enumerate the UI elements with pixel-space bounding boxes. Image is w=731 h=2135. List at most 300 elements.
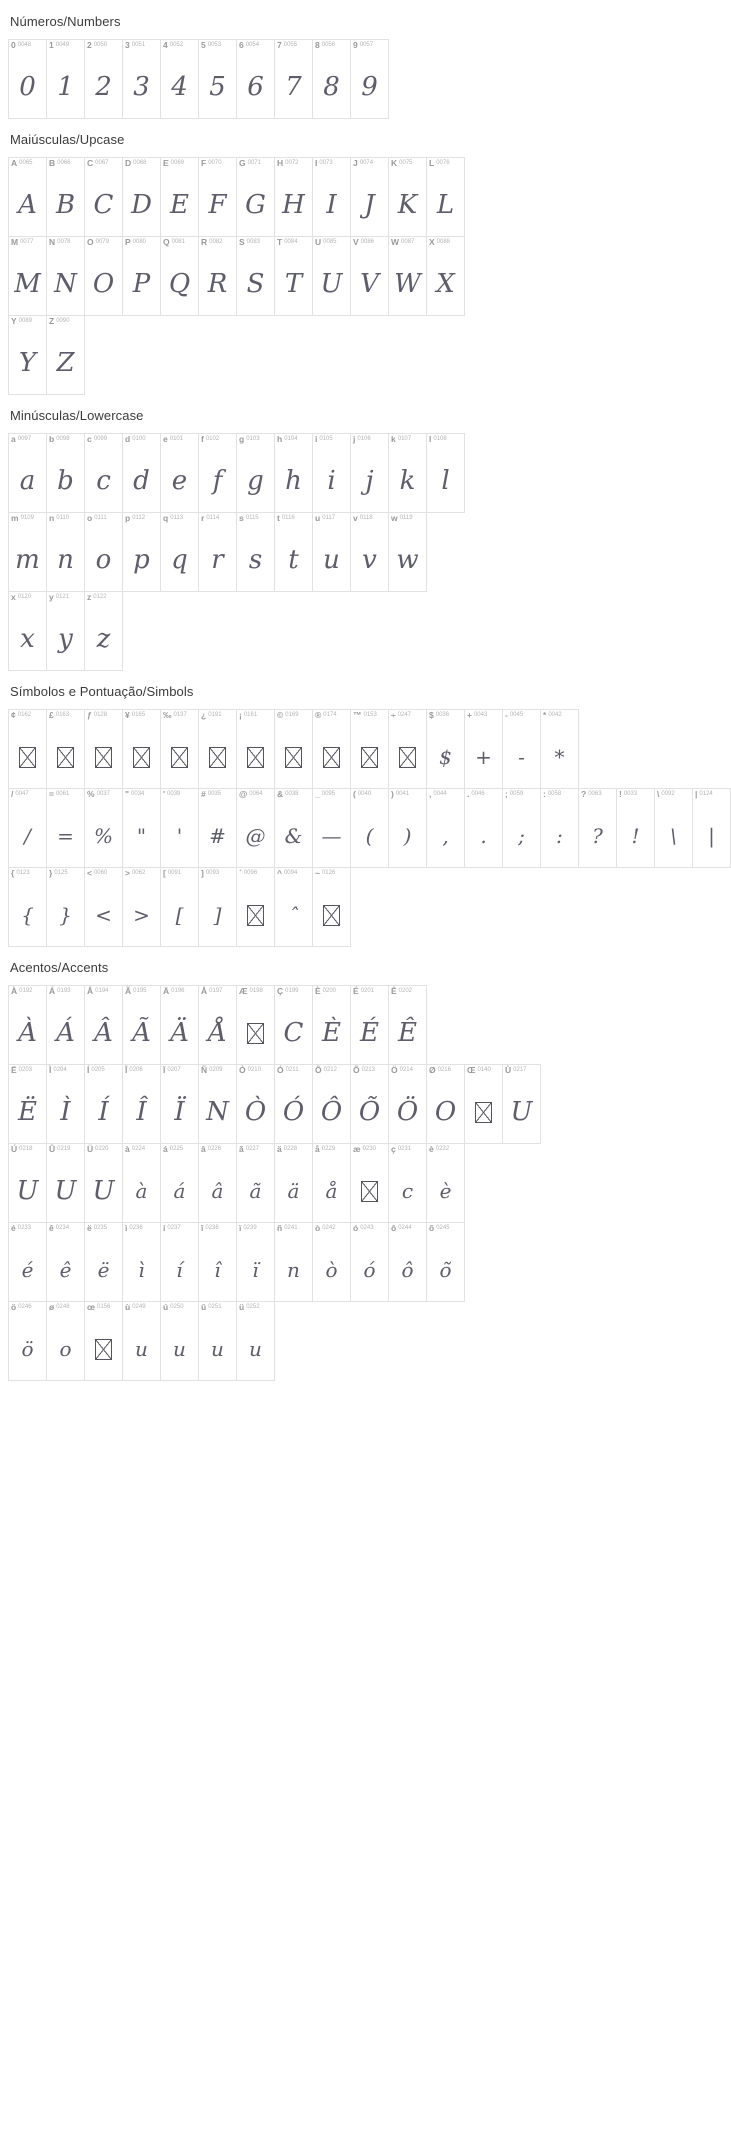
glyph-cell[interactable] <box>9 1065 47 1143</box>
glyph-preview: i <box>327 466 336 496</box>
glyph-cell-header <box>237 789 274 805</box>
glyph-char-label: ë <box>87 1223 92 1233</box>
glyph-cell[interactable] <box>503 710 541 788</box>
glyph-cell[interactable] <box>47 40 85 118</box>
glyph-cell[interactable] <box>199 1144 237 1222</box>
glyph-code-label: 0045 <box>509 712 524 718</box>
glyph-cell[interactable] <box>541 789 579 867</box>
glyph-char-label: r <box>201 513 205 523</box>
glyph-cell[interactable] <box>351 789 389 867</box>
glyph-cell[interactable] <box>389 789 427 867</box>
glyph-cell-header <box>85 1223 122 1239</box>
glyph-cell[interactable] <box>275 237 313 315</box>
glyph-cell[interactable] <box>313 1223 351 1301</box>
glyph-code-label: 0209 <box>209 1067 223 1073</box>
glyph-cell[interactable] <box>9 1144 47 1222</box>
glyph-cell[interactable] <box>47 158 85 236</box>
glyph-cell-header <box>47 710 84 726</box>
glyph-code-label: 0051 <box>131 42 146 48</box>
glyph-char-label: Ì <box>49 1065 52 1075</box>
glyph-cell[interactable] <box>9 986 47 1064</box>
glyph-preview: M <box>14 269 41 299</box>
glyph-code-label: 0248 <box>56 1304 70 1310</box>
glyph-cell[interactable] <box>351 1223 389 1301</box>
glyph-cell[interactable] <box>9 710 47 788</box>
glyph-code-label: 0104 <box>284 436 298 442</box>
glyph-cell-header <box>123 158 160 174</box>
glyph-cell[interactable] <box>617 789 655 867</box>
glyph-char-label: + <box>467 710 472 720</box>
glyph-code-label: 0204 <box>53 1067 67 1073</box>
glyph-preview: S <box>246 269 265 299</box>
glyph-code-label: 0043 <box>473 712 488 718</box>
glyph-cell-header <box>85 789 122 805</box>
glyph-cell[interactable] <box>9 316 47 394</box>
glyph-char-label: û <box>201 1302 207 1312</box>
glyph-cell[interactable] <box>85 710 123 788</box>
glyph-cell[interactable] <box>47 1223 85 1301</box>
glyph-preview: - <box>518 745 525 769</box>
glyph-char-label: Ç <box>277 986 284 996</box>
glyph-cell[interactable] <box>47 592 85 670</box>
glyph-cell[interactable] <box>313 434 351 512</box>
glyph-cell[interactable] <box>313 40 351 118</box>
glyph-code-label: 0140 <box>477 1067 491 1073</box>
glyph-code-label: 0055 <box>283 42 298 48</box>
glyph-cell[interactable] <box>199 40 237 118</box>
glyph-cell[interactable] <box>389 1065 427 1143</box>
glyph-preview: ó <box>363 1258 376 1282</box>
glyph-cell[interactable] <box>389 513 427 591</box>
glyph-code-label: 0198 <box>249 988 263 994</box>
glyph-cell[interactable] <box>199 868 237 946</box>
glyph-cell[interactable] <box>161 158 199 236</box>
glyph-cell[interactable] <box>693 789 731 867</box>
glyph-cell-header <box>85 1144 122 1160</box>
glyph-char-label: ] <box>201 868 204 878</box>
glyph-char-label: Î <box>125 1065 128 1075</box>
glyph-preview: T <box>284 269 303 299</box>
glyph-char-label: z <box>87 592 92 602</box>
glyph-cell[interactable] <box>85 513 123 591</box>
glyph-cell[interactable] <box>85 1144 123 1222</box>
glyph-cell-header <box>313 1065 350 1081</box>
glyph-cell[interactable] <box>161 40 199 118</box>
glyph-code-label: 0235 <box>93 1225 108 1231</box>
glyph-cell[interactable] <box>313 986 351 1064</box>
glyph-cell[interactable] <box>465 1065 503 1143</box>
glyph-cell[interactable] <box>161 237 199 315</box>
glyph-char-label: ¢ <box>11 710 16 720</box>
missing-glyph-icon <box>85 726 122 788</box>
glyph-preview: C <box>93 190 114 220</box>
glyph-char-label: 6 <box>239 40 244 50</box>
glyph-code-label: 0100 <box>132 436 146 442</box>
glyph-cell-header <box>275 868 312 884</box>
glyph-cell[interactable] <box>9 1223 47 1301</box>
glyph-cell[interactable] <box>199 710 237 788</box>
glyph-cell[interactable] <box>123 1223 161 1301</box>
glyph-cell[interactable] <box>389 158 427 236</box>
glyph-row <box>8 788 731 868</box>
glyph-cell[interactable] <box>237 40 275 118</box>
glyph-cell[interactable] <box>237 1144 275 1222</box>
glyph-cell[interactable] <box>123 40 161 118</box>
glyph-cell-header <box>85 710 122 726</box>
glyph-cell[interactable] <box>47 1302 85 1380</box>
glyph-cell[interactable] <box>351 1144 389 1222</box>
glyph-char-label: é <box>11 1223 16 1233</box>
glyph-preview: Ö <box>396 1097 419 1127</box>
glyph-code-label: 0069 <box>170 160 185 166</box>
glyph-char-label: s <box>239 513 244 523</box>
glyph-cell-header <box>161 1302 198 1318</box>
glyph-cell[interactable] <box>237 513 275 591</box>
glyph-char-label: O <box>87 237 94 247</box>
glyph-cell[interactable] <box>427 1223 465 1301</box>
glyph-cell-header <box>389 1065 426 1081</box>
glyph-code-label: 0200 <box>322 988 337 994</box>
glyph-cell[interactable] <box>351 1065 389 1143</box>
glyph-cell[interactable] <box>9 237 47 315</box>
glyph-cell[interactable] <box>655 789 693 867</box>
glyph-char-label: R <box>201 237 208 247</box>
glyph-preview: ô <box>401 1258 414 1282</box>
glyph-cell[interactable] <box>237 434 275 512</box>
glyph-cell[interactable] <box>313 158 351 236</box>
glyph-cell[interactable] <box>313 710 351 788</box>
glyph-code-label: 0072 <box>285 160 299 166</box>
glyph-char-label: æ <box>353 1144 361 1154</box>
glyph-char-label: Õ <box>353 1065 360 1075</box>
glyph-cell[interactable] <box>275 710 313 788</box>
notdef-box-icon <box>323 905 340 926</box>
glyph-cell[interactable] <box>389 986 427 1064</box>
glyph-preview: Ä <box>170 1018 189 1048</box>
glyph-cell[interactable] <box>123 1302 161 1380</box>
glyph-preview: — <box>321 824 342 848</box>
glyph-code-label: 0242 <box>322 1225 336 1231</box>
glyph-char-label: 8 <box>315 40 320 50</box>
glyph-cell[interactable] <box>389 1144 427 1222</box>
glyph-code-label: 0064 <box>249 791 263 797</box>
glyph-cell[interactable] <box>275 40 313 118</box>
glyph-char-label: c <box>87 434 92 444</box>
glyph-cell[interactable] <box>47 1144 85 1222</box>
glyph-row <box>8 433 465 513</box>
glyph-cell[interactable] <box>199 434 237 512</box>
glyph-code-label: 0192 <box>19 988 33 994</box>
glyph-cell[interactable] <box>237 237 275 315</box>
glyph-cell[interactable] <box>199 237 237 315</box>
notdef-box-icon <box>209 747 226 768</box>
glyph-preview: u <box>135 1337 148 1361</box>
glyph-cell[interactable] <box>85 868 123 946</box>
glyph-cell[interactable] <box>85 789 123 867</box>
glyph-cell[interactable] <box>237 158 275 236</box>
glyph-cell-header <box>237 40 274 56</box>
glyph-char-label: £ <box>49 710 54 720</box>
glyph-char-label: b <box>49 434 55 444</box>
glyph-cell[interactable] <box>47 710 85 788</box>
glyph-cell-header <box>275 1144 312 1160</box>
glyph-cell[interactable] <box>427 789 465 867</box>
glyph-cell[interactable] <box>465 710 503 788</box>
glyph-cell[interactable] <box>9 1302 47 1380</box>
glyph-preview: . <box>480 824 487 848</box>
glyph-cell[interactable] <box>351 237 389 315</box>
glyph-cell[interactable] <box>465 789 503 867</box>
glyph-cell[interactable] <box>161 513 199 591</box>
glyph-char-label: ä <box>277 1144 282 1154</box>
glyph-code-label: 0091 <box>167 870 182 876</box>
glyph-cell-header <box>503 789 540 805</box>
glyph-code-label: 0092 <box>661 791 675 797</box>
glyph-cell-header <box>199 237 236 253</box>
missing-glyph-icon <box>465 1081 502 1143</box>
glyph-cell[interactable] <box>9 434 47 512</box>
glyph-cell[interactable] <box>9 40 47 118</box>
glyph-cell[interactable] <box>389 1223 427 1301</box>
glyph-cell[interactable] <box>9 592 47 670</box>
glyph-cell[interactable] <box>47 868 85 946</box>
glyph-cell[interactable] <box>161 1223 199 1301</box>
glyph-preview: ï <box>252 1258 259 1282</box>
glyph-cell[interactable] <box>275 158 313 236</box>
glyph-cell[interactable] <box>275 789 313 867</box>
glyph-cell[interactable] <box>199 513 237 591</box>
glyph-char-label: D <box>125 158 132 168</box>
glyph-char-label: Y <box>11 316 17 326</box>
glyph-cell[interactable] <box>389 237 427 315</box>
glyph-code-label: 0109 <box>20 515 34 521</box>
glyph-cell-header <box>275 1223 312 1239</box>
glyph-char-label: ï <box>239 1223 242 1233</box>
glyph-section <box>8 14 653 119</box>
notdef-box-icon <box>285 747 302 768</box>
glyph-code-label: 0047 <box>15 791 29 797</box>
glyph-cell[interactable] <box>85 1302 123 1380</box>
glyph-cell-header <box>123 986 160 1002</box>
glyph-cell[interactable] <box>275 986 313 1064</box>
glyph-code-label: 0089 <box>18 318 33 324</box>
glyph-preview: Õ <box>358 1097 381 1127</box>
glyph-cell[interactable] <box>85 237 123 315</box>
glyph-cell[interactable] <box>161 868 199 946</box>
glyph-cell[interactable] <box>47 434 85 512</box>
glyph-char-label: [ <box>163 868 166 878</box>
glyph-cell[interactable] <box>9 513 47 591</box>
missing-glyph-icon <box>351 726 388 788</box>
glyph-cell[interactable] <box>351 710 389 788</box>
glyph-preview: Ê <box>398 1018 417 1048</box>
glyph-cell[interactable] <box>9 789 47 867</box>
glyph-preview: u <box>173 1337 186 1361</box>
glyph-code-label: 0040 <box>357 791 372 797</box>
glyph-cell[interactable] <box>579 789 617 867</box>
glyph-cell[interactable] <box>313 1065 351 1143</box>
glyph-cell[interactable] <box>541 710 579 788</box>
glyph-preview: o <box>95 545 112 575</box>
glyph-cell[interactable] <box>237 1302 275 1380</box>
glyph-cell[interactable] <box>85 1065 123 1143</box>
glyph-code-label: 0120 <box>17 594 32 600</box>
glyph-code-label: 0087 <box>401 239 415 245</box>
glyph-cell[interactable] <box>199 158 237 236</box>
glyph-cell[interactable] <box>47 316 85 394</box>
glyph-cell[interactable] <box>123 1144 161 1222</box>
glyph-cell[interactable] <box>161 986 199 1064</box>
glyph-cell-header <box>199 986 236 1002</box>
glyph-char-label: n <box>49 513 55 523</box>
glyph-cell-header <box>9 434 46 450</box>
glyph-cell[interactable] <box>237 1065 275 1143</box>
glyph-row <box>8 1143 465 1223</box>
glyph-char-label: Ë <box>11 1065 17 1075</box>
glyph-cell-header <box>85 237 122 253</box>
glyph-cell[interactable] <box>47 986 85 1064</box>
glyph-cell[interactable] <box>237 986 275 1064</box>
glyph-code-label: 0052 <box>169 42 184 48</box>
glyph-cell[interactable] <box>275 1223 313 1301</box>
glyph-cell[interactable] <box>427 1144 465 1222</box>
glyph-preview: U <box>16 1176 39 1206</box>
glyph-cell[interactable] <box>275 513 313 591</box>
glyph-char-label: à <box>125 1144 130 1154</box>
glyph-cell[interactable] <box>161 434 199 512</box>
glyph-cell[interactable] <box>351 434 389 512</box>
glyph-cell[interactable] <box>85 592 123 670</box>
glyph-cell[interactable] <box>85 986 123 1064</box>
glyph-cell[interactable] <box>351 40 389 118</box>
glyph-cell[interactable] <box>199 1302 237 1380</box>
glyph-cell[interactable] <box>237 1223 275 1301</box>
glyph-code-label: 0251 <box>208 1304 222 1310</box>
glyph-cell[interactable] <box>275 1065 313 1143</box>
glyph-preview: s <box>248 545 263 575</box>
glyph-cell[interactable] <box>123 710 161 788</box>
glyph-cell[interactable] <box>47 1065 85 1143</box>
glyph-code-label: 0036 <box>435 712 450 718</box>
glyph-cell[interactable] <box>199 1223 237 1301</box>
glyph-cell-header <box>693 789 730 805</box>
glyph-cell[interactable] <box>427 1065 465 1143</box>
glyph-cell[interactable] <box>237 710 275 788</box>
glyph-cell-header <box>313 986 350 1002</box>
glyph-cell[interactable] <box>161 1302 199 1380</box>
glyph-char-label: J <box>353 158 358 168</box>
glyph-cell[interactable] <box>47 513 85 591</box>
notdef-box-icon <box>361 747 378 768</box>
glyph-cell[interactable] <box>351 513 389 591</box>
glyph-cell[interactable] <box>123 1065 161 1143</box>
glyph-cell[interactable] <box>85 1223 123 1301</box>
glyph-cell[interactable] <box>161 710 199 788</box>
glyph-cell[interactable] <box>161 1144 199 1222</box>
glyph-cell[interactable] <box>47 789 85 867</box>
glyph-char-label: F <box>201 158 207 168</box>
glyph-code-label: 0210 <box>247 1067 261 1073</box>
glyph-code-label: 0232 <box>435 1146 450 1152</box>
glyph-preview: A <box>18 190 37 220</box>
glyph-preview: N <box>206 1097 229 1127</box>
glyph-preview: Â <box>94 1018 113 1048</box>
glyph-cell[interactable] <box>237 868 275 946</box>
glyph-cell[interactable] <box>313 868 351 946</box>
glyph-cell[interactable] <box>85 434 123 512</box>
glyph-cell[interactable] <box>123 237 161 315</box>
glyph-code-label: 0191 <box>208 712 222 718</box>
glyph-cell[interactable] <box>123 789 161 867</box>
glyph-cell[interactable] <box>123 158 161 236</box>
glyph-char-label: | <box>695 789 698 799</box>
glyph-cell[interactable] <box>503 789 541 867</box>
glyph-cell[interactable] <box>161 1065 199 1143</box>
glyph-cell[interactable] <box>275 434 313 512</box>
glyph-char-label: î <box>201 1223 204 1233</box>
glyph-cell[interactable] <box>199 789 237 867</box>
glyph-code-label: 0058 <box>547 791 562 797</box>
glyph-code-label: 0093 <box>205 870 220 876</box>
glyph-cell[interactable] <box>427 434 465 512</box>
glyph-cell[interactable] <box>237 789 275 867</box>
glyph-cell[interactable] <box>313 513 351 591</box>
glyph-cell[interactable] <box>123 986 161 1064</box>
glyph-cell[interactable] <box>9 158 47 236</box>
glyph-cell[interactable] <box>275 868 313 946</box>
glyph-preview: K <box>397 190 418 220</box>
glyph-cell-header <box>85 1065 122 1081</box>
glyph-cell[interactable] <box>313 237 351 315</box>
glyph-cell[interactable] <box>85 158 123 236</box>
glyph-preview: B <box>55 190 76 220</box>
glyph-cell[interactable] <box>313 789 351 867</box>
glyph-cell[interactable] <box>123 434 161 512</box>
glyph-cell[interactable] <box>503 1065 541 1143</box>
glyph-cell-header <box>85 868 122 884</box>
glyph-code-label: 0062 <box>131 870 146 876</box>
glyph-cell[interactable] <box>199 986 237 1064</box>
glyph-cell[interactable] <box>427 158 465 236</box>
glyph-cell[interactable] <box>275 1144 313 1222</box>
glyph-code-label: 0074 <box>359 160 374 166</box>
glyph-preview: ; <box>518 824 525 848</box>
glyph-cell[interactable] <box>123 513 161 591</box>
glyph-cell-header <box>237 513 274 529</box>
glyph-cell[interactable] <box>123 868 161 946</box>
glyph-cell[interactable] <box>389 434 427 512</box>
glyph-code-label: 0084 <box>284 239 298 245</box>
glyph-cell[interactable] <box>427 237 465 315</box>
glyph-char-label: % <box>87 789 95 799</box>
glyph-cell[interactable] <box>161 789 199 867</box>
glyph-preview: n <box>287 1258 300 1282</box>
glyph-cell[interactable] <box>427 710 465 788</box>
glyph-cell[interactable] <box>351 986 389 1064</box>
glyph-cell[interactable] <box>389 710 427 788</box>
glyph-preview: 9 <box>361 72 378 102</box>
glyph-code-label: 0057 <box>359 42 374 48</box>
glyph-cell[interactable] <box>199 1065 237 1143</box>
glyph-char-label: i <box>315 434 318 444</box>
glyph-cell[interactable] <box>351 158 389 236</box>
glyph-code-label: 0227 <box>245 1146 260 1152</box>
glyph-cell[interactable] <box>47 237 85 315</box>
glyph-cell[interactable] <box>313 1144 351 1222</box>
glyph-cell[interactable] <box>85 40 123 118</box>
glyph-char-label: h <box>277 434 283 444</box>
glyph-cell[interactable] <box>9 868 47 946</box>
